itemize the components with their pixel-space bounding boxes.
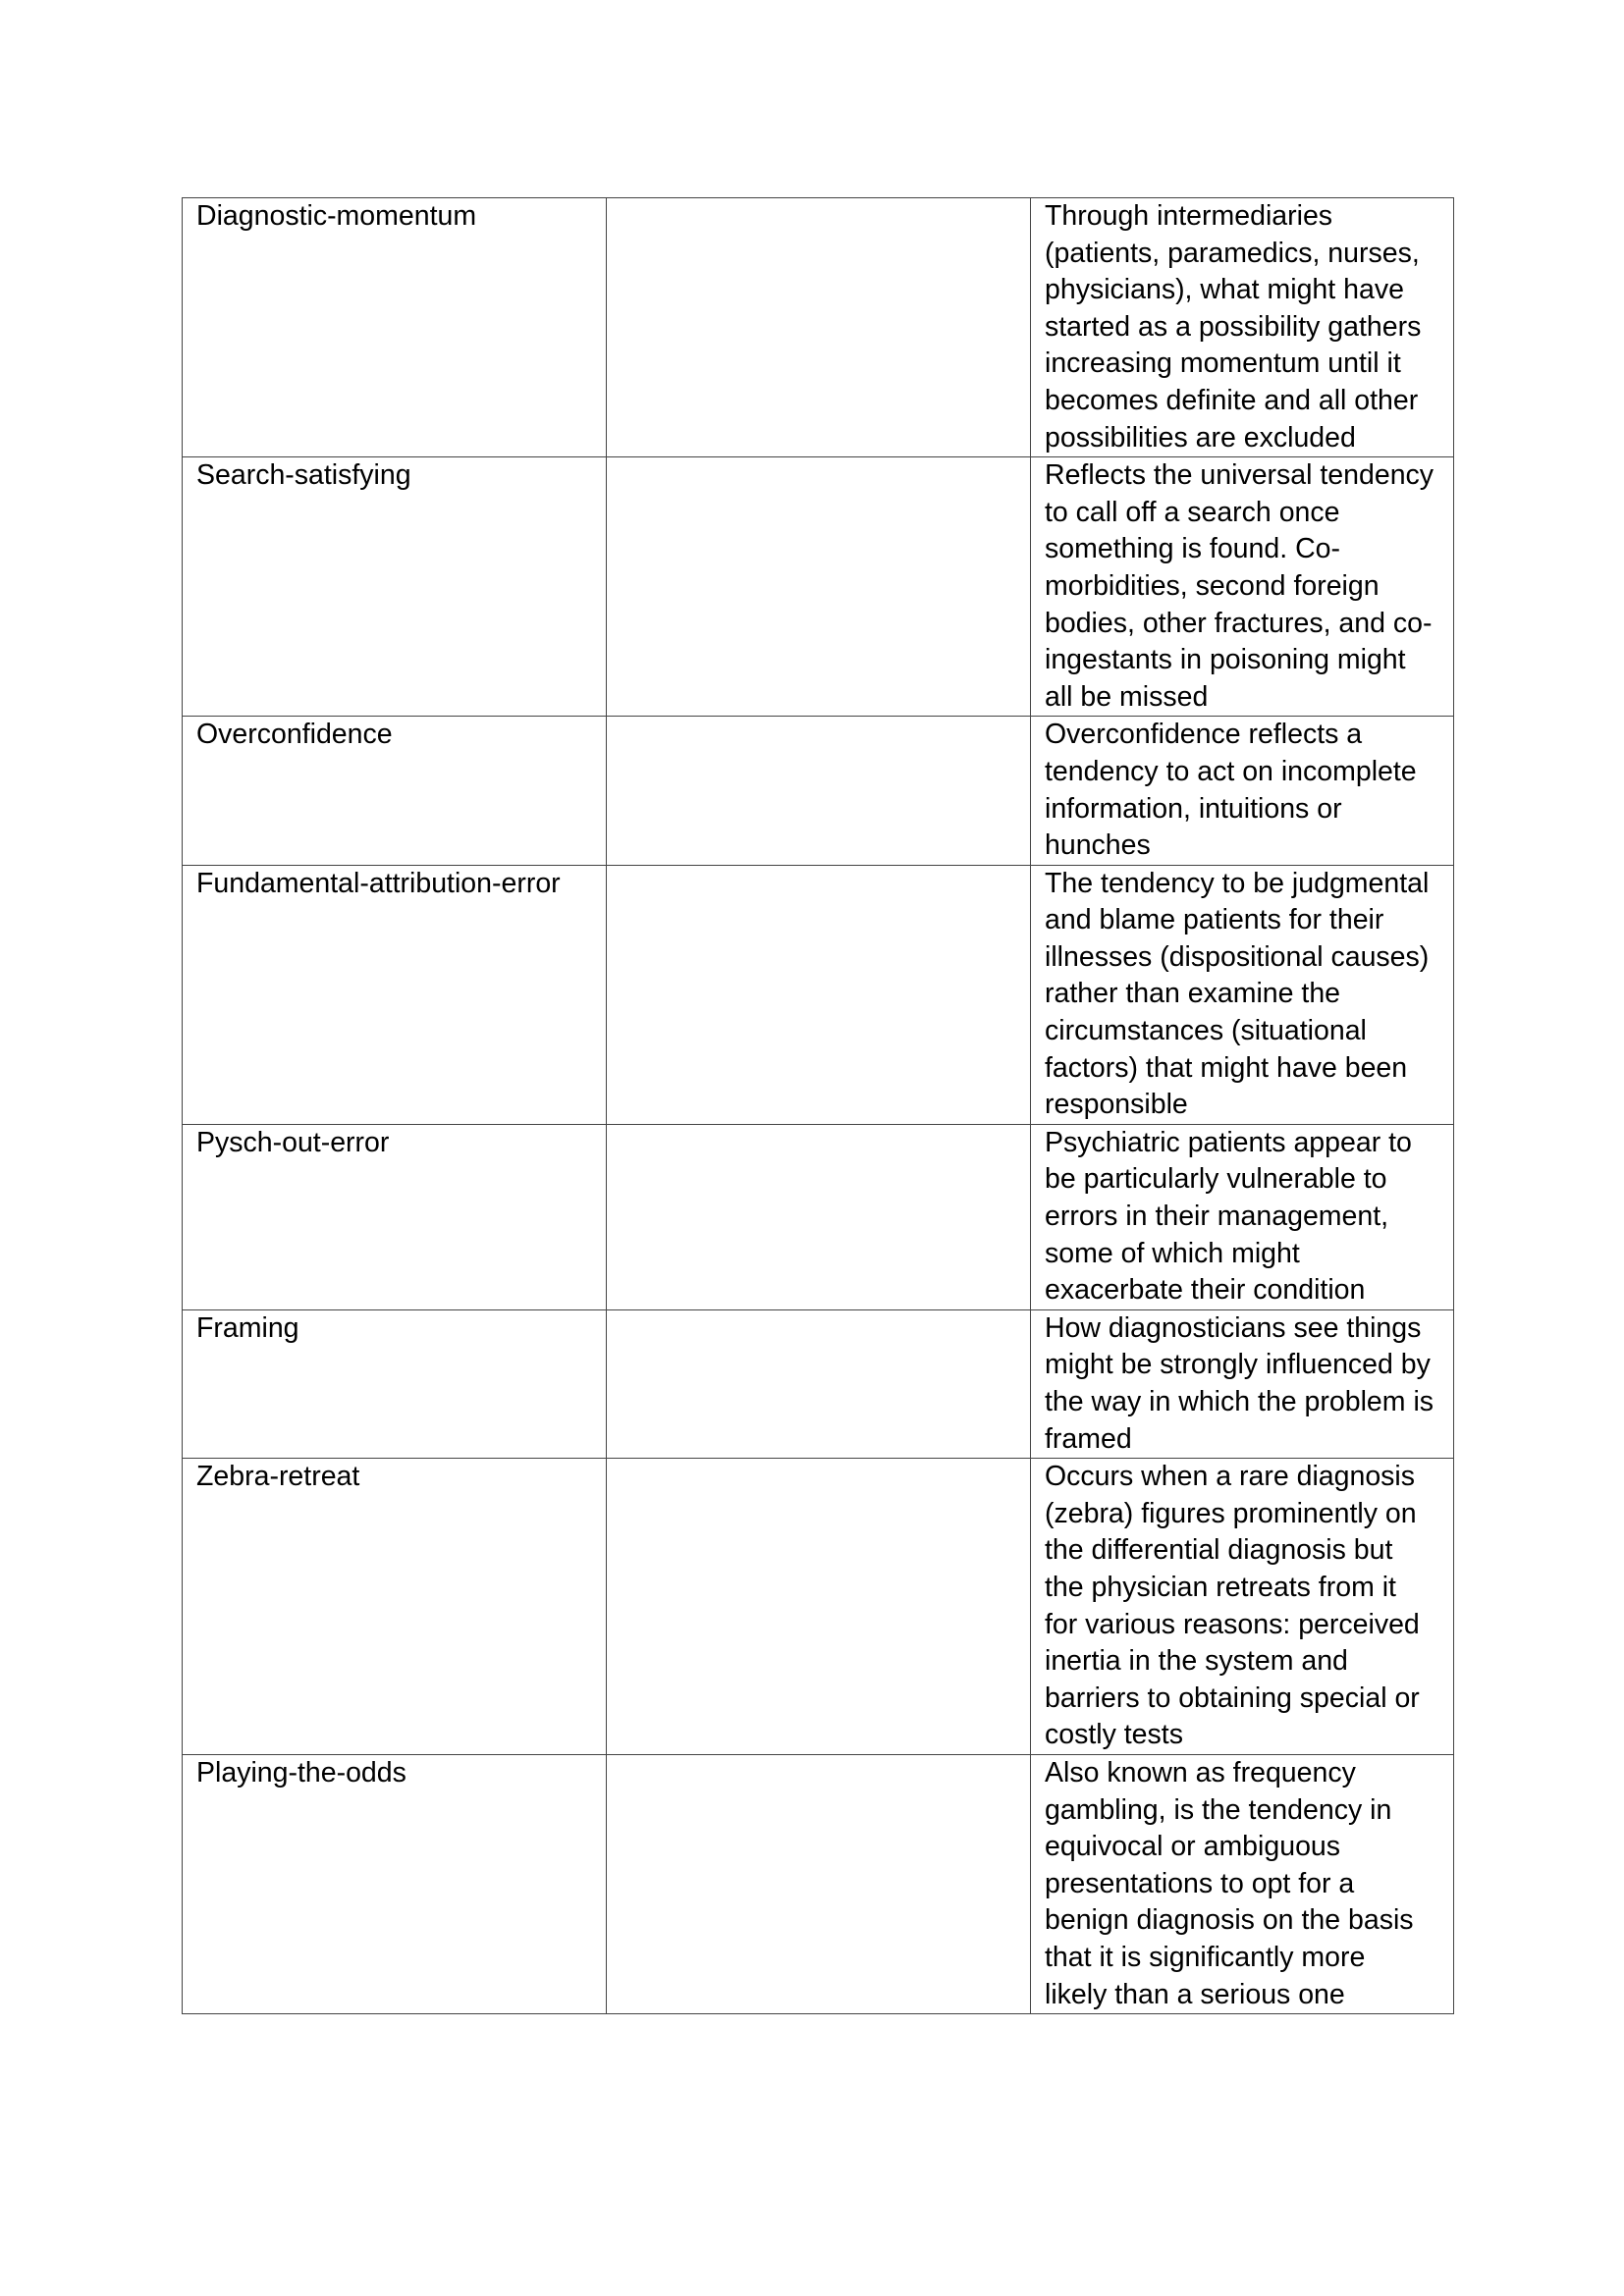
description-line: likely than a serious one xyxy=(1045,1978,1345,2010)
description-line: all be missed xyxy=(1045,680,1209,713)
description-line: information, intuitions or xyxy=(1045,792,1342,825)
table-row xyxy=(183,1754,1454,2013)
middle-cell xyxy=(607,865,1031,1124)
description-cell xyxy=(1031,1459,1454,1755)
middle-cell xyxy=(607,1309,1031,1458)
description-line: presentations to opt for a xyxy=(1045,1867,1355,1899)
description-line: Overconfidence reflects a xyxy=(1045,719,1363,751)
description-cell xyxy=(1031,717,1454,865)
description-line: might be strongly influenced by xyxy=(1045,1349,1431,1381)
description-line: Occurs when a rare diagnosis xyxy=(1045,1461,1416,1493)
description-line: something is found. Co- xyxy=(1045,533,1340,565)
description-line: rather than examine the xyxy=(1045,978,1341,1010)
table-row xyxy=(183,1124,1454,1309)
description-cell xyxy=(1031,1309,1454,1458)
table-row xyxy=(183,198,1454,457)
middle-cell xyxy=(607,457,1031,717)
description-line: costly tests xyxy=(1045,1719,1183,1751)
term-cell: Pysch-out-error xyxy=(183,1124,607,1309)
description-line: some of which might xyxy=(1045,1237,1300,1269)
description-line: factors) that might have been xyxy=(1045,1051,1408,1084)
description-line: barriers to obtaining special or xyxy=(1045,1682,1420,1714)
description-line: Also known as frequency xyxy=(1045,1756,1356,1789)
middle-cell xyxy=(607,1124,1031,1309)
description-line: the differential diagnosis but xyxy=(1045,1534,1393,1567)
description-cell xyxy=(1031,865,1454,1124)
description-line: possibilities are excluded xyxy=(1045,421,1356,454)
table-row xyxy=(183,865,1454,1124)
description-line: errors in their management, xyxy=(1045,1201,1389,1233)
description-cell xyxy=(1031,1124,1454,1309)
description-line: started as a possibility gathers xyxy=(1045,310,1422,343)
description-line: framed xyxy=(1045,1422,1132,1455)
description-line: gambling, is the tendency in xyxy=(1045,1793,1392,1826)
description-line: bodies, other fractures, and co- xyxy=(1045,607,1433,639)
description-line: equivocal or ambiguous xyxy=(1045,1831,1341,1863)
description-cell xyxy=(1031,1754,1454,2013)
description-cell xyxy=(1031,198,1454,457)
term-cell: Zebra-retreat xyxy=(183,1459,607,1755)
description-line: Through intermediaries xyxy=(1045,200,1333,232)
description-line: (zebra) figures prominently on xyxy=(1045,1497,1417,1529)
description-line: morbidities, second foreign xyxy=(1045,569,1380,602)
description-line: circumstances (situational xyxy=(1045,1015,1367,1047)
term-cell: Framing xyxy=(183,1309,607,1458)
description-line: The tendency to be judgmental xyxy=(1045,867,1430,899)
description-line: How diagnosticians see things xyxy=(1045,1311,1422,1344)
description-line: for various reasons: perceived xyxy=(1045,1608,1420,1640)
middle-cell xyxy=(607,717,1031,865)
description-line: responsible xyxy=(1045,1089,1188,1121)
description-line: tendency to act on incomplete xyxy=(1045,755,1417,787)
description-line: the physician retreats from it xyxy=(1045,1571,1396,1603)
description-line: Psychiatric patients appear to xyxy=(1045,1126,1412,1158)
description-line: to call off a search once xyxy=(1045,496,1340,528)
description-line: ingestants in poisoning might xyxy=(1045,644,1406,676)
middle-cell xyxy=(607,1459,1031,1755)
description-line: physicians), what might have xyxy=(1045,274,1404,306)
description-line: be particularly vulnerable to xyxy=(1045,1163,1387,1196)
description-cell xyxy=(1031,457,1454,717)
term-cell: Playing-the-odds xyxy=(183,1754,607,2013)
cognitive-bias-table xyxy=(182,197,1454,2014)
description-line: that it is significantly more xyxy=(1045,1941,1366,1973)
description-line: increasing momentum until it xyxy=(1045,347,1401,380)
description-line: hunches xyxy=(1045,829,1151,862)
table-row xyxy=(183,1309,1454,1458)
description-line: (patients, paramedics, nurses, xyxy=(1045,237,1420,269)
table-row xyxy=(183,1459,1454,1755)
term-cell: Diagnostic-momentum xyxy=(183,198,607,457)
description-line: the way in which the problem is xyxy=(1045,1386,1435,1417)
term-cell: Fundamental-attribution-error xyxy=(183,865,607,1124)
description-line: exacerbate their condition xyxy=(1045,1274,1366,1307)
term-cell: Overconfidence xyxy=(183,717,607,865)
description-line: benign diagnosis on the basis xyxy=(1045,1904,1414,1937)
description-line: and blame patients for their xyxy=(1045,904,1384,936)
document-page xyxy=(182,197,1453,2014)
term-cell: Search-satisfying xyxy=(183,457,607,717)
description-line: becomes definite and all other xyxy=(1045,384,1419,416)
middle-cell xyxy=(607,198,1031,457)
table-body xyxy=(183,198,1454,2014)
description-line: illnesses (dispositional causes) xyxy=(1045,940,1430,973)
description-line: Reflects the universal tendency xyxy=(1045,459,1435,492)
description-line: inertia in the system and xyxy=(1045,1645,1348,1678)
table-row xyxy=(183,457,1454,717)
table-row xyxy=(183,717,1454,865)
middle-cell xyxy=(607,1754,1031,2013)
